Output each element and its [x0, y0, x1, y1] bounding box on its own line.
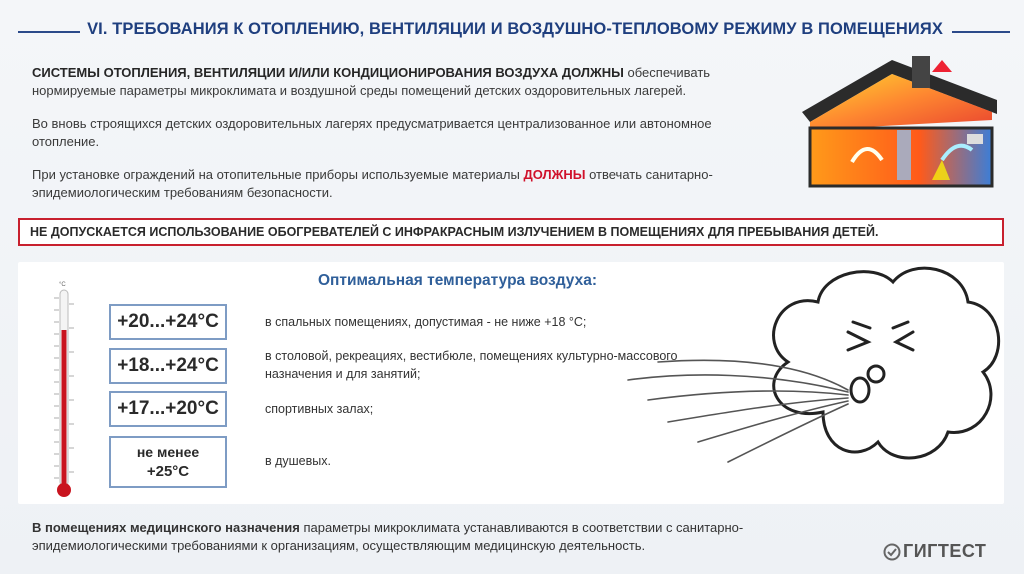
gigtest-logo — [883, 541, 1013, 563]
temp-box-showers — [109, 436, 227, 488]
temp-desc-bedrooms: в спальных помещениях, допустимая - не ниже +18 °С; — [265, 315, 587, 329]
temp-box-sports: +17...+20°C — [109, 391, 227, 427]
paragraph-systems-caps: СИСТЕМЫ ОТОПЛЕНИЯ, ВЕНТИЛЯЦИИ И/ИЛИ КОНДИЦИОНИРОВАНИЯ ВОЗДУХА ДОЛЖНЫ — [32, 65, 624, 80]
temp-box-showers-value: +25°С — [146, 463, 190, 480]
infrared-warning-text: НЕ ДОПУСКАЕТСЯ ИСПОЛЬЗОВАНИЕ ОБОГРЕВАТЕЛЕЙ С ИНФРАКРАСНЫМ ИЗЛУЧЕНИЕМ В ПОМЕЩЕНИЯХ ДЛЯ ПРЕБЫВАНИЯ ДЕТЕЙ. — [30, 225, 879, 239]
temperature-panel — [18, 262, 1004, 504]
title-rule-left — [18, 31, 80, 33]
temp-desc-showers: в душевых. — [265, 454, 331, 468]
logo-text: ГИГТЕСТ — [903, 541, 987, 561]
temp-desc-dining: в столовой, рекреациях, вестибюле, помещениях культурно-массового назначения и для занятий; — [265, 349, 678, 381]
temp-box-bedrooms: +20...+24°C — [109, 304, 227, 340]
paragraph-systems-text: обеспечивать нормируемые параметры микроклимата и воздушной среды помещений детских оздоровительных лагерей. — [32, 65, 711, 98]
title-rule-right — [952, 31, 1010, 33]
infrared-warning-box — [18, 218, 1004, 246]
paragraph-systems — [32, 64, 792, 100]
blowing-cloud-illustration — [608, 262, 1004, 502]
page-title: VI. ТРЕБОВАНИЯ К ОТОПЛЕНИЮ, ВЕНТИЛЯЦИИ И ВОЗДУШНО-ТЕПЛОВОМУ РЕЖИМУ В ПОМЕЩЕНИЯХ — [87, 20, 943, 38]
paragraph-heating: Во вновь строящихся детских оздоровительных лагерях предусматривается централизованное или автономное отопление. — [32, 116, 712, 149]
temp-box-dining: +18...+24°C — [109, 348, 227, 384]
optimal-temperature-title: Оптимальная температура воздуха: — [318, 272, 597, 289]
paragraph-fences-start: При установке ограждений на отопительные приборы используемые материалы — [32, 167, 524, 182]
footer-note-bold: В помещениях медицинского назначения — [32, 520, 300, 535]
paragraph-fences-end: отвечать санитарно-эпидемиологическим требованиям безопасности. — [32, 167, 713, 200]
paragraph-fences — [32, 166, 772, 202]
must-emphasis: ДОЛЖНЫ — [523, 167, 586, 182]
temp-desc-sports: спортивных залах; — [265, 402, 374, 416]
footer-note — [32, 519, 852, 555]
title-bar — [0, 14, 1024, 48]
check-circle-icon — [883, 543, 901, 561]
chimney — [912, 56, 930, 88]
footer-note-text: параметры микроклимата устанавливаются в соответствии с санитарно-эпидемиологическими требованиями к организациям, осуществляющим медицинскую деятельность. — [32, 520, 744, 553]
temp-box-showers-label: не менее — [136, 444, 200, 460]
heated-house-illustration — [792, 50, 1004, 190]
thermometer-icon — [44, 278, 84, 502]
thermometer-unit: °C — [59, 282, 66, 288]
